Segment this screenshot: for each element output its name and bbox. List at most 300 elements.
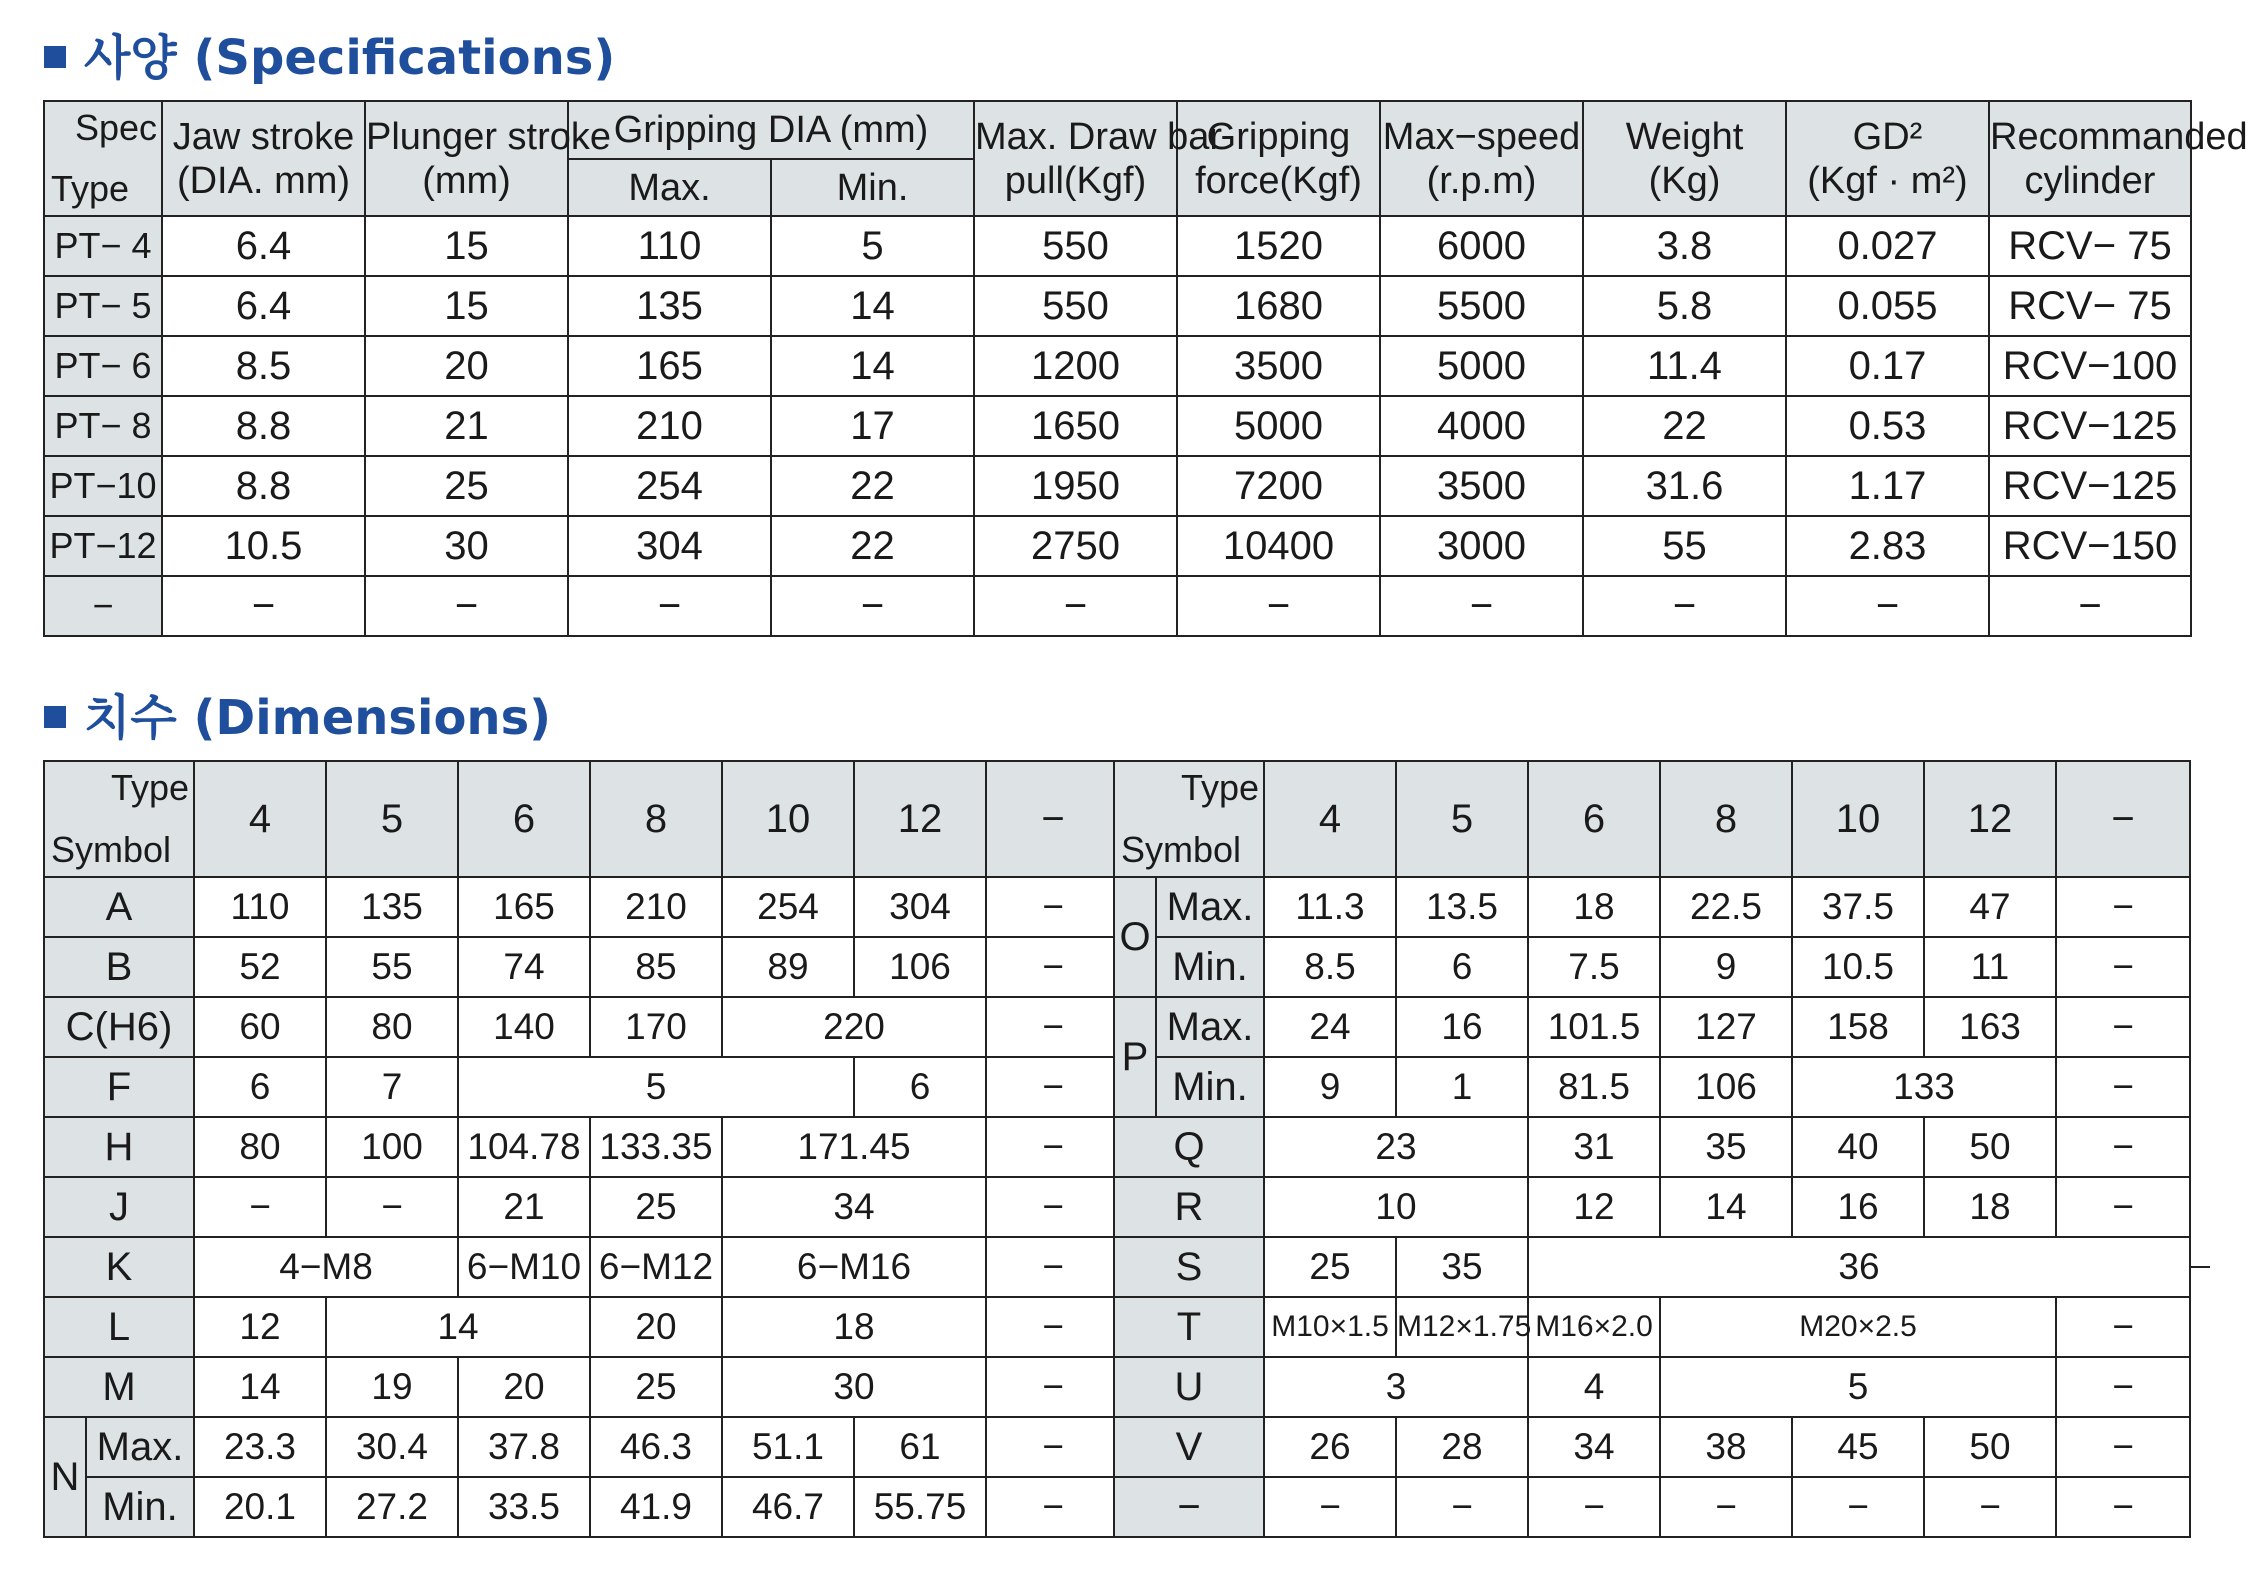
type-header: 8 bbox=[590, 761, 722, 877]
type-header: 6 bbox=[458, 761, 590, 877]
gripping-min-header: Min. bbox=[771, 159, 974, 216]
spec-header-row bbox=[44, 101, 2191, 159]
type-label: PT−10 bbox=[44, 456, 162, 516]
value-cell: 6 bbox=[854, 1057, 986, 1117]
value-cell: 110 bbox=[194, 877, 326, 937]
value-cell: 127 bbox=[1660, 997, 1792, 1057]
value-cell: 0.055 bbox=[1786, 276, 1989, 336]
value-cell: − bbox=[2056, 1117, 2190, 1177]
dim-row-n-min bbox=[44, 1477, 1120, 1537]
weight-header: Weight (Kg) bbox=[1583, 101, 1786, 216]
value-cell: 6 bbox=[1396, 937, 1528, 997]
spec-row bbox=[44, 276, 2191, 336]
value-cell: 6.4 bbox=[162, 216, 365, 276]
value-cell: 254 bbox=[722, 877, 854, 937]
value-cell: 16 bbox=[1396, 997, 1528, 1057]
dim-row-h bbox=[44, 1117, 1120, 1177]
value-cell: 25 bbox=[365, 456, 568, 516]
value-cell: 304 bbox=[568, 516, 771, 576]
dim-row-p-max bbox=[1114, 997, 2190, 1057]
value-cell: 158 bbox=[1792, 997, 1924, 1057]
dimensions-table-right bbox=[1113, 760, 2191, 1538]
value-cell: − bbox=[986, 1357, 1120, 1417]
symbol-label: R bbox=[1114, 1177, 1264, 1237]
value-cell: 5000 bbox=[1380, 336, 1583, 396]
value-cell: 6000 bbox=[1380, 216, 1583, 276]
value-cell: 106 bbox=[1660, 1057, 1792, 1117]
type-label: PT−12 bbox=[44, 516, 162, 576]
gd2-header: GD² (Kgf · m²) bbox=[1786, 101, 1989, 216]
value-cell: − bbox=[1786, 576, 1989, 636]
dim-row-s bbox=[1114, 1237, 2190, 1297]
type-header: 5 bbox=[326, 761, 458, 877]
value-cell: 25 bbox=[1264, 1237, 1396, 1297]
dim-row-o-min bbox=[1114, 937, 2190, 997]
dim-row-l bbox=[44, 1297, 1120, 1357]
dim-row-o-max bbox=[1114, 877, 2190, 937]
specifications-table bbox=[43, 100, 2248, 637]
value-cell: 1200 bbox=[974, 336, 1177, 396]
value-cell: 40 bbox=[1792, 1117, 1924, 1177]
value-cell: 8.5 bbox=[1264, 937, 1396, 997]
symbol-label: O bbox=[1114, 877, 1156, 997]
dim-right-corner: Type Symbol bbox=[1114, 761, 1264, 877]
dim-row-m bbox=[44, 1357, 1120, 1417]
value-cell: M12×1.75 bbox=[1396, 1297, 1528, 1357]
value-cell: 9 bbox=[1264, 1057, 1396, 1117]
value-cell: 220 bbox=[722, 997, 986, 1057]
max-speed-header: Max−speed (r.p.m) bbox=[1380, 101, 1583, 216]
value-cell: 7 bbox=[326, 1057, 458, 1117]
gripping-force-header: Gripping force(Kgf) bbox=[1177, 101, 1380, 216]
value-cell: 10400 bbox=[1177, 516, 1380, 576]
value-cell: 74 bbox=[458, 937, 590, 997]
value-cell: − bbox=[986, 997, 1120, 1057]
value-cell: 16 bbox=[1792, 1177, 1924, 1237]
symbol-label: J bbox=[44, 1177, 194, 1237]
symbol-label: B bbox=[44, 937, 194, 997]
type-header: 12 bbox=[1924, 761, 2056, 877]
max-label: Max. bbox=[1156, 877, 1264, 937]
value-cell: 1680 bbox=[1177, 276, 1380, 336]
value-cell: 3500 bbox=[1380, 456, 1583, 516]
value-cell: 27.2 bbox=[326, 1477, 458, 1537]
type-header: 10 bbox=[722, 761, 854, 877]
symbol-label: P bbox=[1114, 997, 1156, 1117]
value-cell: 165 bbox=[568, 336, 771, 396]
value-cell: 34 bbox=[722, 1177, 986, 1237]
symbol-label: V bbox=[1114, 1417, 1264, 1477]
spec-row bbox=[44, 516, 2191, 576]
value-cell: − bbox=[771, 576, 974, 636]
value-cell: 171.45 bbox=[722, 1117, 986, 1177]
value-cell: 41.9 bbox=[590, 1477, 722, 1537]
value-cell: 31 bbox=[1528, 1117, 1660, 1177]
value-cell: − bbox=[2056, 1057, 2190, 1117]
value-cell: 8.5 bbox=[162, 336, 365, 396]
value-cell: − bbox=[986, 937, 1120, 997]
value-cell: 18 bbox=[1924, 1177, 2056, 1237]
value-cell: 14 bbox=[771, 276, 974, 336]
value-cell: 10.5 bbox=[1792, 937, 1924, 997]
value-cell: 4000 bbox=[1380, 396, 1583, 456]
value-cell: − bbox=[326, 1177, 458, 1237]
dimensions-title: 치수 (Dimensions) bbox=[44, 688, 551, 748]
value-cell: − bbox=[1660, 1477, 1792, 1537]
value-cell: 100 bbox=[326, 1117, 458, 1177]
value-cell: − bbox=[986, 1417, 1120, 1477]
value-cell: 6 bbox=[194, 1057, 326, 1117]
type-header: 12 bbox=[854, 761, 986, 877]
type-header: 8 bbox=[1660, 761, 1792, 877]
value-cell: 8.8 bbox=[162, 396, 365, 456]
value-cell: 12 bbox=[194, 1297, 326, 1357]
value-cell: − bbox=[974, 576, 1177, 636]
value-cell: − bbox=[1792, 1477, 1924, 1537]
value-cell: 19 bbox=[326, 1357, 458, 1417]
value-cell: 36 bbox=[1528, 1237, 2190, 1297]
value-cell: 7.5 bbox=[1528, 937, 1660, 997]
value-cell: 20.1 bbox=[194, 1477, 326, 1537]
value-cell: − bbox=[986, 1057, 1120, 1117]
value-cell: 6.4 bbox=[162, 276, 365, 336]
value-cell: 254 bbox=[568, 456, 771, 516]
value-cell: 135 bbox=[568, 276, 771, 336]
symbol-label: F bbox=[44, 1057, 194, 1117]
value-cell: 4−M8 bbox=[194, 1237, 458, 1297]
type-label: PT− 6 bbox=[44, 336, 162, 396]
value-cell: 17 bbox=[771, 396, 974, 456]
draw-bar-header: Max. Draw bar pull(Kgf) bbox=[974, 101, 1177, 216]
value-cell: 1520 bbox=[1177, 216, 1380, 276]
value-cell: 25 bbox=[590, 1177, 722, 1237]
value-cell: − bbox=[162, 576, 365, 636]
value-cell: 11.3 bbox=[1264, 877, 1396, 937]
value-cell: − bbox=[2056, 1297, 2190, 1357]
dim-left-header-row bbox=[44, 761, 1120, 877]
specifications-title: 사양 (Specifications) bbox=[44, 28, 615, 88]
value-cell: 1.17 bbox=[1786, 456, 1989, 516]
value-cell: 14 bbox=[326, 1297, 590, 1357]
value-cell: 101.5 bbox=[1528, 997, 1660, 1057]
type-header: 4 bbox=[194, 761, 326, 877]
value-cell: 10 bbox=[1264, 1177, 1528, 1237]
value-cell: 2.83 bbox=[1786, 516, 1989, 576]
value-cell: 3000 bbox=[1380, 516, 1583, 576]
value-cell: 1950 bbox=[974, 456, 1177, 516]
dim-row-v bbox=[1114, 1417, 2190, 1477]
value-cell: 20 bbox=[365, 336, 568, 396]
value-cell: 163 bbox=[1924, 997, 2056, 1057]
spec-type-corner: Spec Type bbox=[44, 101, 162, 216]
value-cell: 80 bbox=[194, 1117, 326, 1177]
value-cell: M10×1.5 bbox=[1264, 1297, 1396, 1357]
value-cell: − bbox=[986, 877, 1120, 937]
dim-row-dash bbox=[1114, 1477, 2190, 1537]
value-cell: 135 bbox=[326, 877, 458, 937]
value-cell: 5500 bbox=[1380, 276, 1583, 336]
value-cell: 5.8 bbox=[1583, 276, 1786, 336]
edge-tick-mark bbox=[2190, 1266, 2210, 1268]
min-label: Min. bbox=[1156, 937, 1264, 997]
value-cell: 37.8 bbox=[458, 1417, 590, 1477]
value-cell: 6−M12 bbox=[590, 1237, 722, 1297]
value-cell: M20×2.5 bbox=[1660, 1297, 2056, 1357]
value-cell: 3.8 bbox=[1583, 216, 1786, 276]
square-bullet-icon bbox=[44, 706, 66, 728]
type-header: 10 bbox=[1792, 761, 1924, 877]
value-cell: 11 bbox=[1924, 937, 2056, 997]
dim-row-u bbox=[1114, 1357, 2190, 1417]
value-cell: − bbox=[2056, 1357, 2190, 1417]
value-cell: 81.5 bbox=[1528, 1057, 1660, 1117]
symbol-label: T bbox=[1114, 1297, 1264, 1357]
min-label: Min. bbox=[1156, 1057, 1264, 1117]
value-cell: 46.7 bbox=[722, 1477, 854, 1537]
dim-row-f bbox=[44, 1057, 1120, 1117]
value-cell: 50 bbox=[1924, 1117, 2056, 1177]
value-cell: − bbox=[1924, 1477, 2056, 1537]
value-cell: 104.78 bbox=[458, 1117, 590, 1177]
value-cell: RCV−150 bbox=[1989, 516, 2191, 576]
value-cell: 14 bbox=[1660, 1177, 1792, 1237]
value-cell: 37.5 bbox=[1792, 877, 1924, 937]
dimensions-table-left bbox=[43, 760, 1121, 1538]
value-cell: 133 bbox=[1792, 1057, 2056, 1117]
value-cell: 61 bbox=[854, 1417, 986, 1477]
gripping-max-header: Max. bbox=[568, 159, 771, 216]
jaw-stroke-header: Jaw stroke (DIA. mm) bbox=[162, 101, 365, 216]
max-label: Max. bbox=[1156, 997, 1264, 1057]
value-cell: 14 bbox=[771, 336, 974, 396]
symbol-label: K bbox=[44, 1237, 194, 1297]
max-label: Max. bbox=[86, 1417, 194, 1477]
value-cell: 21 bbox=[458, 1177, 590, 1237]
value-cell: M16×2.0 bbox=[1528, 1297, 1660, 1357]
spec-row bbox=[44, 216, 2191, 276]
value-cell: 140 bbox=[458, 997, 590, 1057]
spec-row bbox=[44, 576, 2191, 636]
value-cell: RCV−125 bbox=[1989, 396, 2191, 456]
value-cell: 45 bbox=[1792, 1417, 1924, 1477]
dim-row-r bbox=[1114, 1177, 2190, 1237]
value-cell: − bbox=[365, 576, 568, 636]
value-cell: 28 bbox=[1396, 1417, 1528, 1477]
value-cell: − bbox=[1583, 576, 1786, 636]
value-cell: 3500 bbox=[1177, 336, 1380, 396]
value-cell: 38 bbox=[1660, 1417, 1792, 1477]
dim-row-k bbox=[44, 1237, 1120, 1297]
value-cell: 110 bbox=[568, 216, 771, 276]
value-cell: 55 bbox=[326, 937, 458, 997]
value-cell: 25 bbox=[590, 1357, 722, 1417]
dim-row-n-max bbox=[44, 1417, 1120, 1477]
value-cell: 33.5 bbox=[458, 1477, 590, 1537]
dim-row-p-min bbox=[1114, 1057, 2190, 1117]
value-cell: 23 bbox=[1264, 1117, 1528, 1177]
value-cell: 55 bbox=[1583, 516, 1786, 576]
value-cell: 8.8 bbox=[162, 456, 365, 516]
value-cell: − bbox=[2056, 1477, 2190, 1537]
value-cell: 22 bbox=[1583, 396, 1786, 456]
value-cell: RCV−100 bbox=[1989, 336, 2191, 396]
dim-row-t bbox=[1114, 1297, 2190, 1357]
value-cell: 30.4 bbox=[326, 1417, 458, 1477]
value-cell: − bbox=[986, 1477, 1120, 1537]
value-cell: 52 bbox=[194, 937, 326, 997]
value-cell: − bbox=[568, 576, 771, 636]
value-cell: 550 bbox=[974, 216, 1177, 276]
value-cell: 30 bbox=[365, 516, 568, 576]
value-cell: 210 bbox=[590, 877, 722, 937]
symbol-label: A bbox=[44, 877, 194, 937]
value-cell: − bbox=[1380, 576, 1583, 636]
value-cell: 55.75 bbox=[854, 1477, 986, 1537]
value-cell: 5000 bbox=[1177, 396, 1380, 456]
value-cell: 23.3 bbox=[194, 1417, 326, 1477]
symbol-label: M bbox=[44, 1357, 194, 1417]
value-cell: 7200 bbox=[1177, 456, 1380, 516]
value-cell: 31.6 bbox=[1583, 456, 1786, 516]
symbol-label: − bbox=[1114, 1477, 1264, 1537]
value-cell: 106 bbox=[854, 937, 986, 997]
type-header: − bbox=[2056, 761, 2190, 877]
value-cell: − bbox=[2056, 937, 2190, 997]
value-cell: 6−M10 bbox=[458, 1237, 590, 1297]
value-cell: 22 bbox=[771, 516, 974, 576]
spec-row bbox=[44, 456, 2191, 516]
type-label: PT− 5 bbox=[44, 276, 162, 336]
value-cell: − bbox=[986, 1297, 1120, 1357]
type-label: PT− 8 bbox=[44, 396, 162, 456]
value-cell: 0.53 bbox=[1786, 396, 1989, 456]
value-cell: RCV−125 bbox=[1989, 456, 2191, 516]
value-cell: 6−M16 bbox=[722, 1237, 986, 1297]
value-cell: 165 bbox=[458, 877, 590, 937]
value-cell: 12 bbox=[1528, 1177, 1660, 1237]
symbol-label: L bbox=[44, 1297, 194, 1357]
value-cell: 1650 bbox=[974, 396, 1177, 456]
value-cell: 2750 bbox=[974, 516, 1177, 576]
dim-row-c bbox=[44, 997, 1120, 1057]
dim-row-q bbox=[1114, 1117, 2190, 1177]
value-cell: − bbox=[2056, 997, 2190, 1057]
dim-row-j bbox=[44, 1177, 1120, 1237]
symbol-label: H bbox=[44, 1117, 194, 1177]
type-header: 4 bbox=[1264, 761, 1396, 877]
value-cell: 51.1 bbox=[722, 1417, 854, 1477]
symbol-label: S bbox=[1114, 1237, 1264, 1297]
value-cell: − bbox=[2056, 1417, 2190, 1477]
value-cell: 550 bbox=[974, 276, 1177, 336]
type-header: − bbox=[986, 761, 1120, 877]
value-cell: − bbox=[1396, 1477, 1528, 1537]
value-cell: 18 bbox=[722, 1297, 986, 1357]
value-cell: 0.027 bbox=[1786, 216, 1989, 276]
value-cell: 30 bbox=[722, 1357, 986, 1417]
type-header: 5 bbox=[1396, 761, 1528, 877]
value-cell: − bbox=[1989, 576, 2191, 636]
value-cell: 60 bbox=[194, 997, 326, 1057]
value-cell: 46.3 bbox=[590, 1417, 722, 1477]
value-cell: 5 bbox=[771, 216, 974, 276]
value-cell: 14 bbox=[194, 1357, 326, 1417]
value-cell: 20 bbox=[590, 1297, 722, 1357]
value-cell: 13.5 bbox=[1396, 877, 1528, 937]
value-cell: 26 bbox=[1264, 1417, 1396, 1477]
type-label: − bbox=[44, 576, 162, 636]
value-cell: 4 bbox=[1528, 1357, 1660, 1417]
symbol-label: U bbox=[1114, 1357, 1264, 1417]
value-cell: 22.5 bbox=[1660, 877, 1792, 937]
value-cell: 170 bbox=[590, 997, 722, 1057]
gripping-dia-header: Gripping DIA (mm) bbox=[568, 101, 974, 159]
value-cell: 35 bbox=[1660, 1117, 1792, 1177]
dim-row-a bbox=[44, 877, 1120, 937]
value-cell: RCV− 75 bbox=[1989, 276, 2191, 336]
value-cell: − bbox=[1528, 1477, 1660, 1537]
value-cell: 50 bbox=[1924, 1417, 2056, 1477]
value-cell: − bbox=[1264, 1477, 1396, 1537]
value-cell: RCV− 75 bbox=[1989, 216, 2191, 276]
value-cell: − bbox=[2056, 877, 2190, 937]
value-cell: 5 bbox=[1660, 1357, 2056, 1417]
value-cell: 15 bbox=[365, 216, 568, 276]
value-cell: 47 bbox=[1924, 877, 2056, 937]
dim-row-b bbox=[44, 937, 1120, 997]
value-cell: 85 bbox=[590, 937, 722, 997]
value-cell: − bbox=[1177, 576, 1380, 636]
square-bullet-icon bbox=[44, 46, 66, 68]
value-cell: 22 bbox=[771, 456, 974, 516]
value-cell: 15 bbox=[365, 276, 568, 336]
spec-row bbox=[44, 336, 2191, 396]
value-cell: 210 bbox=[568, 396, 771, 456]
symbol-label: N bbox=[44, 1417, 86, 1537]
value-cell: 21 bbox=[365, 396, 568, 456]
plunger-stroke-header: Plunger stroke (mm) bbox=[365, 101, 568, 216]
value-cell: − bbox=[194, 1177, 326, 1237]
value-cell: − bbox=[2056, 1177, 2190, 1237]
symbol-label: Q bbox=[1114, 1117, 1264, 1177]
spec-row bbox=[44, 396, 2191, 456]
value-cell: 20 bbox=[458, 1357, 590, 1417]
cylinder-header: Recommanded cylinder bbox=[1989, 101, 2191, 216]
value-cell: 1 bbox=[1396, 1057, 1528, 1117]
value-cell: − bbox=[986, 1177, 1120, 1237]
min-label: Min. bbox=[86, 1477, 194, 1537]
dim-left-corner: Type Symbol bbox=[44, 761, 194, 877]
value-cell: 18 bbox=[1528, 877, 1660, 937]
value-cell: 3 bbox=[1264, 1357, 1528, 1417]
value-cell: 11.4 bbox=[1583, 336, 1786, 396]
value-cell: 34 bbox=[1528, 1417, 1660, 1477]
type-label: PT− 4 bbox=[44, 216, 162, 276]
value-cell: 10.5 bbox=[162, 516, 365, 576]
value-cell: 0.17 bbox=[1786, 336, 1989, 396]
value-cell: − bbox=[986, 1237, 1120, 1297]
value-cell: − bbox=[986, 1117, 1120, 1177]
type-header: 6 bbox=[1528, 761, 1660, 877]
value-cell: 5 bbox=[458, 1057, 854, 1117]
value-cell: 89 bbox=[722, 937, 854, 997]
value-cell: 80 bbox=[326, 997, 458, 1057]
symbol-label: C(H6) bbox=[44, 997, 194, 1057]
value-cell: 133.35 bbox=[590, 1117, 722, 1177]
value-cell: 24 bbox=[1264, 997, 1396, 1057]
value-cell: 9 bbox=[1660, 937, 1792, 997]
value-cell: 35 bbox=[1396, 1237, 1528, 1297]
